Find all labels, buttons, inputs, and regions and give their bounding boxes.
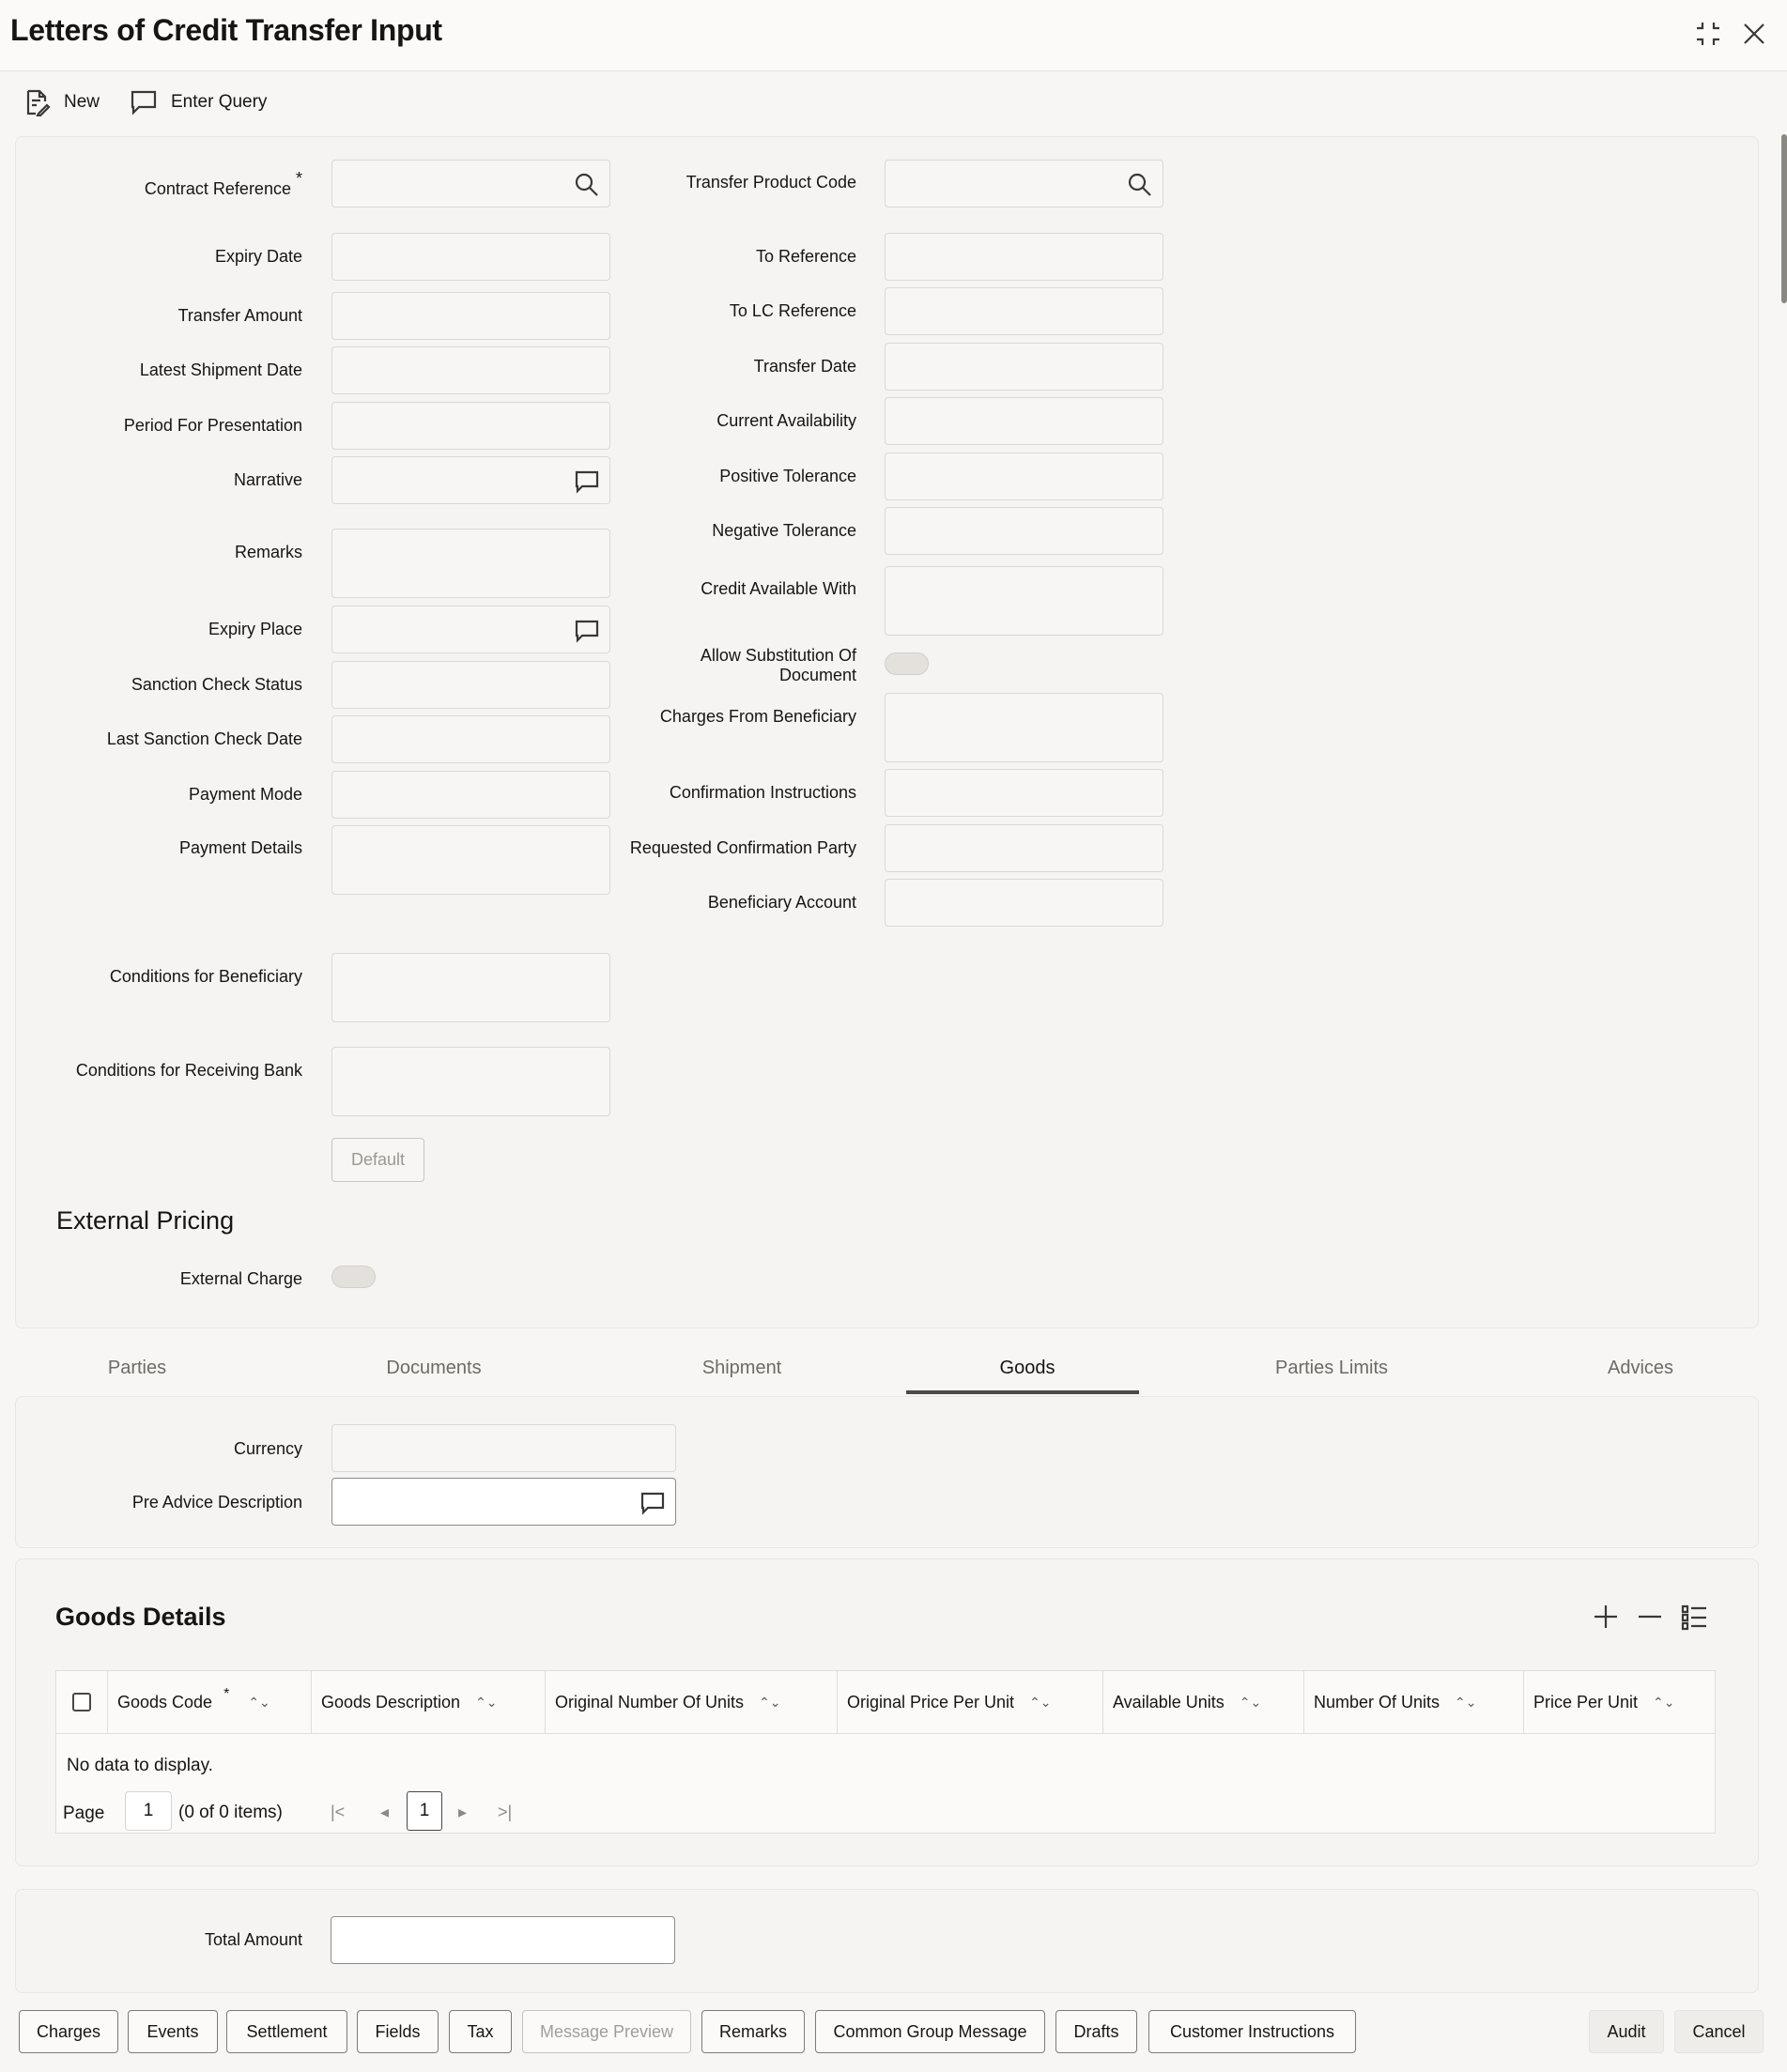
header-divider — [56, 1733, 1715, 1734]
expiry-place-input[interactable] — [331, 606, 610, 653]
col-number-of-units[interactable]: Number Of Units ⌃⌄ — [1304, 1671, 1524, 1733]
col-price-per-unit[interactable]: Price Per Unit ⌃⌄ — [1533, 1692, 1675, 1711]
current-availability-label: Current Availability — [716, 411, 856, 430]
positive-tolerance-label: Positive Tolerance — [719, 467, 856, 485]
document-edit-icon — [23, 88, 51, 116]
payment-details-label: Payment Details — [178, 838, 302, 857]
search-icon[interactable] — [574, 172, 600, 198]
to-reference-input[interactable] — [885, 233, 1163, 281]
conditions-for-beneficiary-input[interactable] — [331, 953, 610, 1022]
latest-shipment-date-label: Latest Shipment Date — [139, 361, 302, 379]
enter-query-label: Enter Query — [171, 92, 268, 112]
scrollbar-thumb[interactable] — [1781, 134, 1787, 303]
expiry-place-label: Expiry Place — [208, 620, 302, 638]
remove-row-icon[interactable] — [1636, 1603, 1664, 1631]
active-tab-indicator — [906, 1390, 1139, 1394]
charges-from-beneficiary-label: Charges From Beneficiary — [659, 707, 856, 726]
select-all-checkbox[interactable] — [72, 1693, 91, 1711]
sanction-check-status-label: Sanction Check Status — [131, 675, 302, 694]
empty-message: No data to display. — [67, 1756, 213, 1775]
remarks-input[interactable] — [331, 529, 610, 598]
allow-substitution-label-line2: Document — [778, 666, 856, 684]
transfer-product-code-label: Transfer Product Code — [686, 173, 856, 192]
col-goods-code[interactable]: Goods Code * ⌃⌄ — [108, 1671, 312, 1733]
external-pricing-heading: External Pricing — [56, 1206, 235, 1235]
close-icon[interactable] — [1741, 21, 1767, 47]
settlement-button[interactable]: Settlement — [226, 2010, 347, 2053]
default-button[interactable]: Default — [331, 1138, 424, 1182]
conditions-for-receiving-bank-input[interactable] — [331, 1047, 610, 1116]
last-page-icon[interactable]: >| — [498, 1803, 513, 1821]
tab-parties[interactable]: Parties — [107, 1358, 167, 1378]
expiry-date-input[interactable] — [331, 233, 610, 281]
cancel-button[interactable]: Cancel — [1674, 2010, 1764, 2053]
external-charge-toggle[interactable] — [331, 1266, 376, 1288]
beneficiary-account-input[interactable] — [885, 879, 1163, 927]
required-mark: * — [295, 169, 302, 188]
chat-bubble-icon[interactable] — [574, 468, 600, 495]
goods-tab-panel — [15, 1396, 1759, 1548]
pre-advice-description-input[interactable] — [331, 1478, 676, 1526]
charges-button[interactable]: Charges — [19, 2010, 118, 2053]
required-mark: * — [223, 1686, 230, 1702]
tab-documents[interactable]: Documents — [386, 1358, 482, 1378]
total-amount-label: Total Amount — [204, 1930, 302, 1949]
first-page-icon[interactable]: |< — [331, 1803, 346, 1821]
contract-reference-label: Contract Reference * — [144, 169, 302, 198]
sort-icon[interactable]: ⌃⌄ — [1239, 1694, 1262, 1710]
transfer-amount-input[interactable] — [331, 292, 610, 340]
sort-icon[interactable]: ⌃⌄ — [759, 1694, 781, 1710]
prev-page-icon[interactable]: ◂ — [380, 1803, 390, 1821]
message-preview-button[interactable]: Message Preview — [522, 2010, 691, 2053]
positive-tolerance-input[interactable] — [885, 453, 1163, 500]
negative-tolerance-input[interactable] — [885, 507, 1163, 555]
goods-details-table — [55, 1670, 1716, 1834]
col-original-price-per-unit[interactable]: Original Price Per Unit ⌃⌄ — [838, 1671, 1103, 1733]
period-for-presentation-label: Period For Presentation — [123, 416, 302, 435]
page-title: Letters of Credit Transfer Input — [10, 13, 442, 47]
goods-details-heading: Goods Details — [55, 1603, 226, 1631]
page-input[interactable]: 1 — [125, 1791, 172, 1831]
current-page-button[interactable]: 1 — [407, 1791, 442, 1831]
sort-icon[interactable]: ⌃⌄ — [475, 1694, 498, 1710]
transfer-amount-label: Transfer Amount — [177, 306, 302, 325]
fields-button[interactable]: Fields — [357, 2010, 439, 2053]
credit-available-with-label: Credit Available With — [701, 579, 856, 598]
requested-confirmation-party-input[interactable] — [885, 824, 1163, 872]
columns-icon[interactable] — [1680, 1603, 1708, 1631]
last-sanction-check-date-label: Last Sanction Check Date — [106, 729, 302, 748]
last-sanction-check-date-input[interactable] — [331, 715, 610, 763]
current-availability-input[interactable] — [885, 397, 1163, 445]
allow-substitution-toggle[interactable] — [885, 652, 929, 675]
new-label: New — [64, 92, 100, 112]
pre-advice-description-label: Pre Advice Description — [131, 1493, 302, 1512]
col-available-units[interactable]: Available Units ⌃⌄ — [1103, 1671, 1304, 1733]
sanction-check-status-input[interactable] — [331, 661, 610, 709]
latest-shipment-date-input[interactable] — [331, 346, 610, 394]
charges-from-beneficiary-input[interactable] — [885, 693, 1163, 762]
contract-reference-input[interactable] — [331, 160, 610, 207]
narrative-input[interactable] — [331, 456, 610, 504]
customer-instructions-button[interactable]: Customer Instructions — [1148, 2010, 1356, 2053]
sort-icon[interactable]: ⌃⌄ — [1455, 1694, 1477, 1710]
total-amount-input[interactable] — [331, 1916, 675, 1964]
to-lc-reference-label: To LC Reference — [729, 301, 856, 320]
payment-details-input[interactable] — [331, 825, 610, 895]
sort-icon[interactable]: ⌃⌄ — [1653, 1694, 1675, 1710]
select-all-header — [56, 1671, 108, 1733]
sort-icon[interactable]: ⌃⌄ — [248, 1694, 270, 1710]
allow-substitution-label — [622, 646, 856, 685]
chat-bubble-icon — [130, 88, 158, 116]
sort-icon[interactable]: ⌃⌄ — [1029, 1694, 1052, 1710]
drafts-button[interactable]: Drafts — [1055, 2010, 1137, 2053]
enter-query-button[interactable] — [130, 88, 267, 116]
transfer-product-code-input[interactable] — [885, 160, 1163, 207]
new-button[interactable] — [23, 88, 100, 116]
page-label: Page — [63, 1803, 105, 1823]
search-icon[interactable] — [1127, 172, 1153, 198]
audit-button[interactable]: Audit — [1589, 2010, 1664, 2053]
remarks-button[interactable]: Remarks — [701, 2010, 805, 2053]
transfer-date-input[interactable] — [885, 343, 1163, 391]
payment-mode-label: Payment Mode — [188, 785, 302, 804]
tab-shipment[interactable]: Shipment — [701, 1358, 782, 1378]
confirmation-instructions-input[interactable] — [885, 769, 1163, 817]
items-info: (0 of 0 items) — [178, 1803, 283, 1822]
to-lc-reference-input[interactable] — [885, 287, 1163, 335]
requested-confirmation-party-label: Requested Confirmation Party — [629, 838, 856, 857]
tab-parties-limits[interactable]: Parties Limits — [1274, 1358, 1389, 1378]
add-row-icon[interactable] — [1592, 1603, 1620, 1631]
currency-input[interactable] — [331, 1424, 676, 1472]
payment-mode-input[interactable] — [331, 771, 610, 819]
col-goods-description[interactable]: Goods Description ⌃⌄ — [312, 1671, 546, 1733]
tab-goods[interactable]: Goods — [999, 1358, 1055, 1378]
currency-label: Currency — [233, 1439, 302, 1458]
remarks-label: Remarks — [234, 543, 302, 561]
minimize-icon[interactable] — [1693, 19, 1723, 49]
to-reference-label: To Reference — [755, 247, 856, 266]
narrative-label: Narrative — [233, 470, 302, 489]
chat-bubble-icon[interactable] — [574, 618, 600, 644]
external-charge-label: External Charge — [179, 1269, 302, 1288]
credit-available-with-input[interactable] — [885, 566, 1163, 636]
next-page-icon[interactable]: ▸ — [458, 1803, 468, 1821]
conditions-for-beneficiary-label: Conditions for Beneficiary — [109, 967, 302, 986]
common-group-message-button[interactable]: Common Group Message — [815, 2010, 1045, 2053]
chat-bubble-icon[interactable] — [639, 1490, 666, 1516]
negative-tolerance-label: Negative Tolerance — [712, 521, 856, 540]
col-original-number-of-units[interactable]: Original Number Of Units ⌃⌄ — [546, 1671, 838, 1733]
tab-advices[interactable]: Advices — [1607, 1358, 1674, 1378]
transfer-date-label: Transfer Date — [753, 357, 856, 376]
confirmation-instructions-label: Confirmation Instructions — [669, 783, 856, 802]
period-for-presentation-input[interactable] — [331, 402, 610, 450]
events-button[interactable]: Events — [128, 2010, 218, 2053]
conditions-for-receiving-bank-label: Conditions for Receiving Bank — [75, 1061, 302, 1080]
allow-substitution-label-line1: Allow Substitution Of — [700, 646, 856, 665]
beneficiary-account-label: Beneficiary Account — [707, 893, 856, 912]
expiry-date-label: Expiry Date — [214, 247, 302, 266]
tax-button[interactable]: Tax — [449, 2010, 512, 2053]
